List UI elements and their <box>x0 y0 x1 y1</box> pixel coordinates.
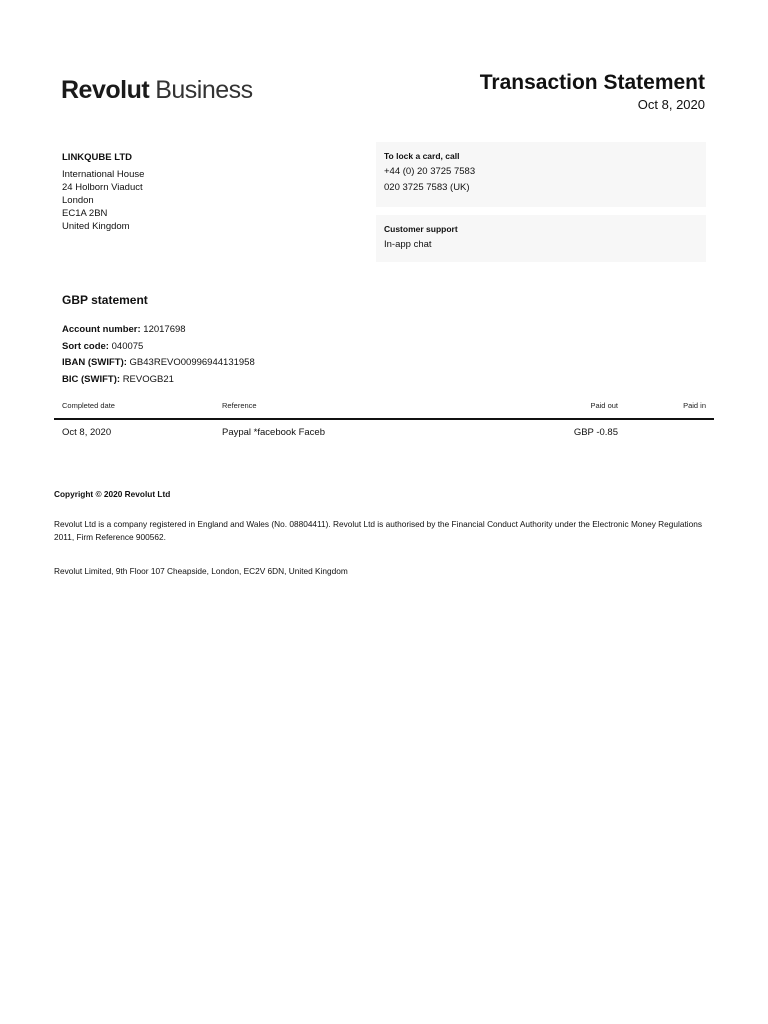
customer-support-box <box>376 215 706 262</box>
column-header-paid-in: Paid in <box>683 401 706 410</box>
account-number-value: 12017698 <box>143 324 186 335</box>
revolut-business-logo <box>61 76 253 105</box>
address-line: International House <box>62 169 145 180</box>
bic-value: REVOGB21 <box>122 373 174 385</box>
document-title: Transaction Statement <box>479 71 705 94</box>
address-line: EC1A 2BN <box>62 208 108 219</box>
customer-support-heading: Customer support <box>384 224 458 234</box>
address-line: 24 Holborn Viaduct <box>62 182 143 193</box>
address-line: United Kingdom <box>62 221 130 232</box>
customer-support-value: In-app chat <box>384 239 432 250</box>
column-header-paid-out: Paid out <box>590 401 618 410</box>
statement-date: Oct 8, 2020 <box>637 97 705 112</box>
bic-row <box>62 372 255 389</box>
phone-international[interactable]: +44 (0) 20 3725 7583 <box>384 166 476 177</box>
column-header-completed-date: Completed date <box>62 401 115 410</box>
cell-paid-out: GBP -0.85 <box>573 427 618 438</box>
iban-label: IBAN (SWIFT): <box>62 357 127 368</box>
sort-code-value: 040075 <box>111 340 144 352</box>
section-heading: GBP statement <box>62 293 148 307</box>
iban-row <box>62 355 255 372</box>
table-header-divider <box>54 418 714 420</box>
cell-reference: Paypal *facebook Faceb <box>222 427 325 438</box>
phone-uk[interactable]: 020 3725 7583 (UK) <box>384 182 470 193</box>
cell-completed-date: Oct 8, 2020 <box>62 427 112 438</box>
sort-code-label: Sort code: <box>62 340 109 352</box>
legal-notice: Revolut Ltd is a company registered in England and Wales (No. 08804411). Revolut Ltd is authorised by the Financial Conduct Authority under the Electronic Money Regulations 2011, Firm Reference 900562. <box>54 519 702 542</box>
account-number-label: Account number: <box>62 324 141 335</box>
bic-label: BIC (SWIFT): <box>62 373 121 385</box>
account-number-row <box>62 322 255 339</box>
lock-card-box <box>376 142 706 207</box>
column-header-reference: Reference <box>222 401 257 410</box>
logo-wordmark-bold: Revolut <box>61 76 150 104</box>
address-line: London <box>62 195 94 206</box>
company-address-block <box>62 151 144 233</box>
company-name: LINKQUBE LTD <box>62 152 133 163</box>
account-details <box>62 322 255 388</box>
copyright-notice: Copyright © 2020 Revolut Ltd <box>54 489 171 499</box>
company-registered-address: Revolut Limited, 9th Floor 107 Cheapside, London, EC2V 6DN, United Kingdom <box>54 566 348 576</box>
lock-card-heading: To lock a card, call <box>384 151 460 161</box>
logo-wordmark-light: Business <box>155 76 253 104</box>
iban-value: GB43REVO00996944131958 <box>129 357 255 368</box>
sort-code-row <box>62 339 255 356</box>
